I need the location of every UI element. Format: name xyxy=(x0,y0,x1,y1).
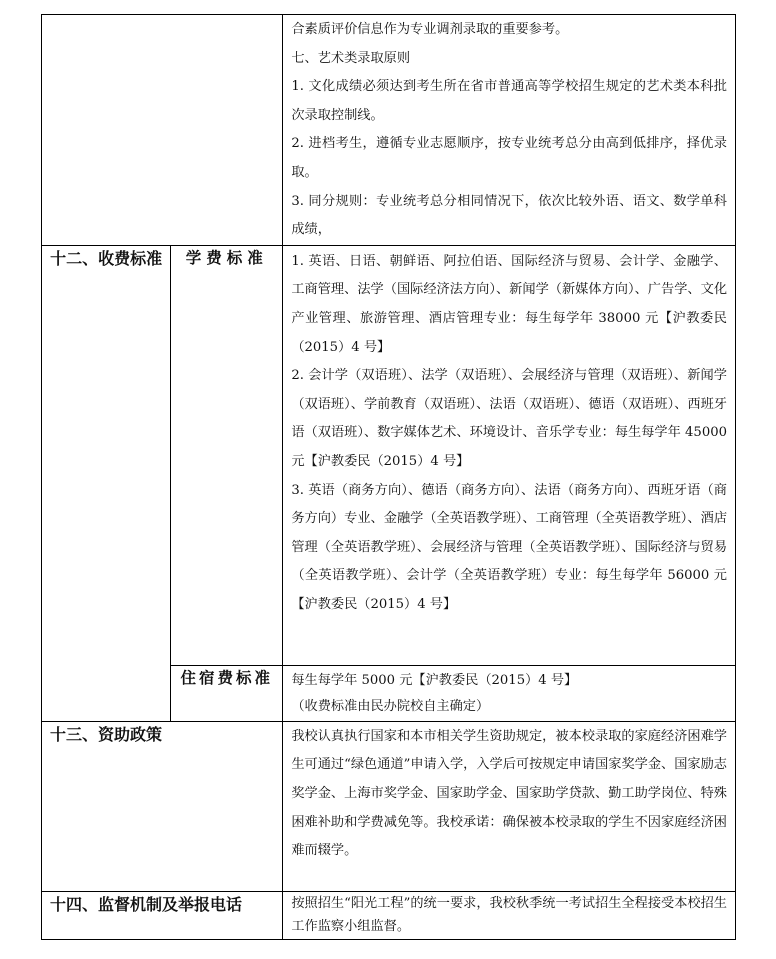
dorm-content-cell xyxy=(283,665,736,721)
dorm-line-1: （收费标准由民办院校自主确定） xyxy=(291,698,490,714)
dorm-label-cell xyxy=(171,665,283,721)
tuition-content-cell xyxy=(283,245,736,665)
admission-line-3: 2. 进档考生，遵循专业志愿顺序，按专业统考总分由高到低排序，择优录取。 xyxy=(291,136,727,180)
table-row-supervision xyxy=(42,891,736,939)
admission-line-1: 七、艺术类录取原则 xyxy=(291,50,411,66)
tuition-item-2: 2. 会计学（双语班）、法学（双语班）、会展经济与管理（双语班）、新闻学（双语班）、学前教育（双语班）、法语（双语班）、德语（双语班）、西班牙语（双语班）、数字媒体艺术、环境设计、音乐学专业：每生每学年 45000 元【沪教委民（2015）4 号】 xyxy=(291,368,727,469)
table-row-aid xyxy=(42,721,736,891)
admission-line-4: 3. 同分规则：专业统考总分相同情况下，依次比较外语、语文、数学单科成绩， xyxy=(291,193,727,238)
empty-heading-cell xyxy=(42,15,283,246)
dorm-line-0: 每生每学年 5000 元【沪教委民（2015）4 号】 xyxy=(291,672,578,688)
tuition-label-cell xyxy=(171,245,283,665)
table-row-admission-principles xyxy=(42,15,736,246)
supervision-text: 按照招生“阳光工程”的统一要求，我校秋季统一考试招生全程接受本校招生工作监察小组监督。 xyxy=(291,895,727,934)
supervision-heading: 十四、监督机制及举报电话 xyxy=(50,894,243,914)
aid-text: 我校认真执行国家和本市相关学生资助规定，被本校录取的家庭经济困难学生可通过“绿色通道”申请入学，入学后可按规定申请国家奖学金、国家励志奖学金、上海市奖学金、国家助学金、国家助学贷款、勤工助学岗位、特殊困难补助和学费减免等。我校承诺：确保被本校录取的学生不因家庭经济困难而辍学。 xyxy=(291,728,727,859)
tuition-item-3: 3. 英语（商务方向）、德语（商务方向）、法语（商务方向）、西班牙语（商务方向）专业、金融学（全英语教学班）、工商管理（全英语教学班）、酒店管理（全英语教学班）、会展经济与管理（全英语教学班）、国际经济与贸易（全英语教学班）、会计学（全英语教学班）专业：每生每学年 56000 元【沪教委民（2015）4 号】 xyxy=(291,482,727,612)
dorm-label: 住宿费标准 xyxy=(180,668,273,687)
admission-line-0: 合素质评价信息作为专业调剂录取的重要参考。 xyxy=(291,22,569,37)
admission-line-2: 1. 文化成绩必须达到考生所在省市普通高等学校招生规定的艺术类本科批次录取控制线。 xyxy=(291,79,727,123)
table-row-tuition xyxy=(42,245,736,665)
aid-content-cell xyxy=(283,721,736,891)
admission-info-table xyxy=(41,14,736,940)
aid-heading-cell xyxy=(42,721,283,891)
tuition-item-1: 1. 英语、日语、朝鲜语、阿拉伯语、国际经济与贸易、会计学、金融学、工商管理、法学（国际经济法方向）、新闻学（新媒体方向）、广告学、文化产业管理、旅游管理、酒店管理专业：每生每学年 38000 元【沪教委民（2015）4 号】 xyxy=(291,253,727,355)
fees-heading: 十二、收费标准 xyxy=(50,248,163,268)
supervision-content-cell xyxy=(283,891,736,939)
supervision-heading-cell xyxy=(42,891,283,939)
tuition-label: 学费标准 xyxy=(185,248,268,267)
fees-heading-cell xyxy=(42,245,171,721)
aid-heading: 十三、资助政策 xyxy=(50,724,163,744)
admission-principles-cell xyxy=(283,15,736,246)
